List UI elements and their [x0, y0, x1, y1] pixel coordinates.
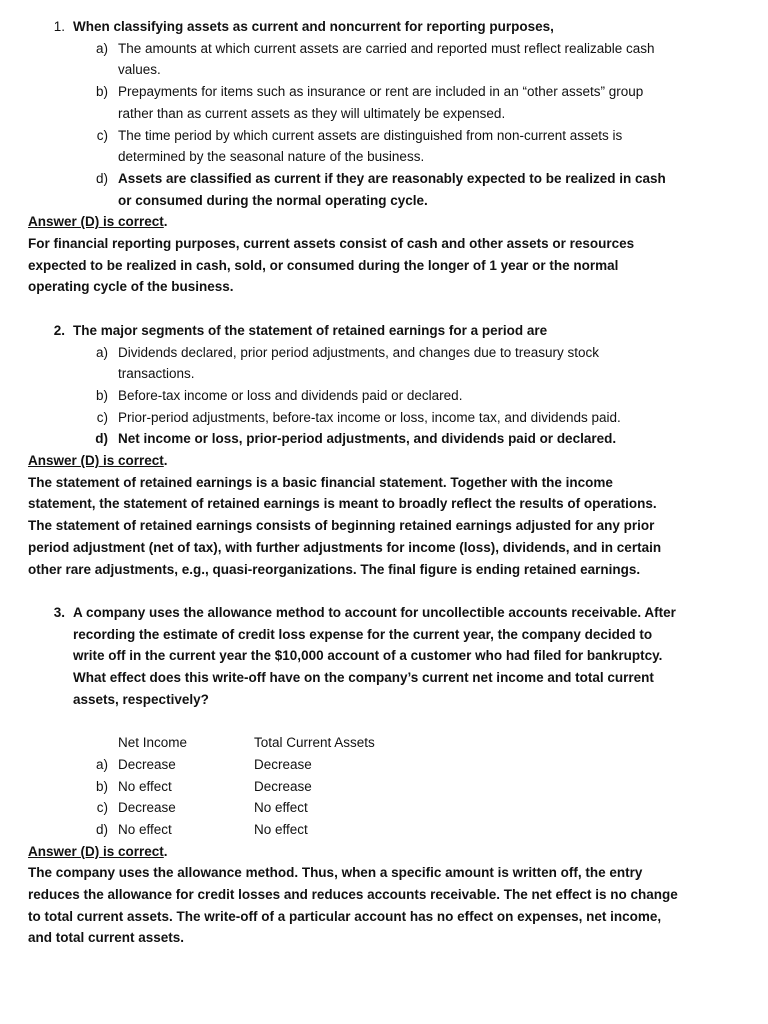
option-letter: b): [95, 387, 108, 403]
question-number: 1.: [53, 19, 65, 34]
question-stem: [28, 602, 748, 711]
total-current-assets-cell: No effect: [254, 800, 308, 816]
option-text: Before-tax income or loss and dividends paid or declared.: [118, 387, 463, 403]
answer-line: Answer (D) is correct.: [28, 453, 168, 469]
option-text: Assets are classified as current if they are reasonably expected to be realized in cash or consumed during the normal operating cycle.: [118, 170, 666, 208]
option-d: [28, 168, 748, 211]
net-income-cell: No effect: [118, 778, 172, 794]
option-letter: c): [96, 800, 108, 816]
question-number: 2.: [53, 322, 65, 338]
question-text: A company uses the allowance method to account for uncollectible accounts receivable. After recording the estimate of credit loss expense for the current year, the company decided to write off in the current year the $10,000 account of a customer who had filed for bankruptcy. What effect does this write-off have on the company’s current net income and total current assets, respectively?: [73, 604, 676, 707]
answer-table-header: [28, 732, 748, 754]
option-a: [28, 38, 748, 81]
table-row: [28, 797, 748, 819]
option-letter: a): [95, 756, 108, 772]
option-list: [28, 342, 748, 451]
question-text: The major segments of the statement of retained earnings for a period are: [73, 322, 548, 338]
answer-text: Answer (D) is correct: [28, 214, 164, 230]
question-stem: [28, 320, 748, 342]
table-row: [28, 754, 748, 776]
option-letter: b): [95, 778, 108, 794]
question-text: When classifying assets as current and noncurrent for reporting purposes,: [73, 19, 554, 34]
option-text: Prepayments for items such as insurance or rent are included in an “other assets” group rather than as current assets as they will ultimately be expensed.: [118, 84, 644, 121]
total-current-assets-cell: No effect: [254, 821, 308, 837]
option-text: Prior-period adjustments, before-tax income or loss, income tax, and dividends paid.: [118, 409, 621, 425]
option-a: [28, 342, 748, 385]
explanation: The company uses the allowance method. Thus, when a specific amount is written off, the entry reduces the allowance for credit losses and reduces accounts receivable. The net effect is no change to total current assets. The write-off of a particular account has no effect on expenses, net income, and total current assets.: [28, 865, 678, 946]
option-letter: c): [96, 127, 108, 143]
answer-text: Answer (D) is correct: [28, 453, 164, 469]
question-number: 3.: [53, 604, 65, 620]
option-text: The amounts at which current assets are carried and reported must reflect realizable cash values.: [118, 40, 655, 78]
answer-text: Answer (D) is correct: [28, 843, 164, 859]
net-income-cell: No effect: [118, 821, 172, 837]
option-letter: b): [95, 84, 108, 100]
document-page: [28, 16, 748, 949]
total-current-assets-cell: Decrease: [254, 756, 312, 772]
option-letter: d): [95, 821, 108, 837]
option-letter: a): [95, 40, 108, 56]
option-letter: d): [95, 431, 108, 447]
net-income-cell: Decrease: [118, 800, 176, 816]
option-text: Dividends declared, prior period adjustments, and changes due to treasury stock transactions.: [118, 344, 600, 382]
explanation: For financial reporting purposes, current assets consist of cash and other assets or resources expected to be realized in cash, sold, or consumed during the longer of 1 year or the normal operating cycle of the business.: [28, 236, 635, 295]
table-row: [28, 819, 748, 841]
option-b: [28, 81, 748, 124]
question-2: [28, 320, 748, 580]
explanation: The statement of retained earnings is a basic financial statement. Together with the income statement, the statement of retained earnings is meant to broadly reflect the results of operations. The statement of retained earnings consists of beginning retained earnings adjusted for any prior period adjustment (net of tax), with further adjustments for income (loss), dividends, and in certain other rare adjustments, e.g., quasi-reorganizations. The final figure is ending retained earnings.: [28, 474, 662, 577]
option-c: [28, 125, 748, 168]
option-d: [28, 428, 748, 450]
table-row: [28, 776, 748, 798]
option-b: [28, 385, 748, 407]
answer-line: Answer (D) is correct.: [28, 843, 168, 859]
option-list: [28, 38, 748, 212]
option-c: [28, 407, 748, 429]
answer-line: Answer (D) is correct.: [28, 214, 168, 230]
net-income-cell: Decrease: [118, 756, 176, 772]
option-letter: a): [95, 344, 108, 360]
question-3: [28, 602, 748, 949]
total-current-assets-cell: Decrease: [254, 778, 312, 794]
option-letter: c): [96, 409, 108, 425]
option-text: Net income or loss, prior-period adjustments, and dividends paid or declared.: [118, 431, 617, 447]
option-letter: d): [95, 170, 108, 186]
header-total-current-assets: Total Current Assets: [254, 735, 375, 751]
header-net-income: Net Income: [118, 735, 188, 751]
question-stem: [28, 16, 748, 38]
question-1: [28, 16, 748, 298]
option-text: The time period by which current assets are distinguished from non-current assets is determined by the seasonal nature of the business.: [118, 127, 623, 165]
